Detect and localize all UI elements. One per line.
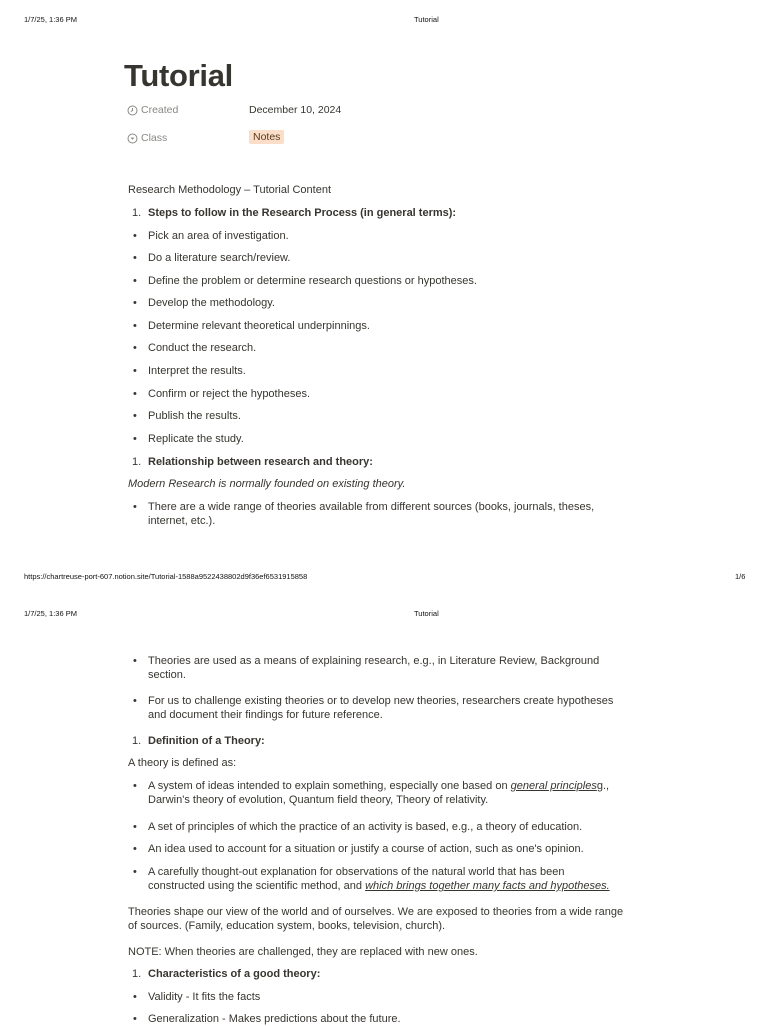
created-label: Created	[141, 104, 179, 116]
print-datetime: 1/7/25, 1:36 PM	[24, 609, 77, 618]
class-value[interactable]	[249, 131, 284, 143]
content-heading: Research Methodology – Tutorial Content	[128, 184, 332, 196]
print-title: Tutorial	[414, 609, 439, 618]
section-definition: 1. Definition of a Theory:	[128, 734, 648, 748]
bullet-icon: •	[133, 342, 137, 354]
section-steps: 1. Steps to follow in the Research Process (in general terms):	[128, 206, 648, 220]
section-characteristics: 1. Characteristics of a good theory:	[128, 967, 648, 981]
print-title: Tutorial	[414, 15, 439, 24]
bullet-icon: •	[133, 252, 137, 264]
list-item: • A system of ideas intended to explain something, especially one based on general principlesg., Darwin's theory of evolution, Quantum field theory, Theory of relativity.	[133, 780, 610, 806]
bullet-icon: •	[133, 780, 137, 792]
bullet-icon: •	[133, 433, 137, 445]
created-value: December 10, 2024	[249, 104, 342, 116]
list-item: • Replicate the study.	[133, 433, 244, 445]
paragraph: Theories shape our view of the world and of ourselves. We are exposed to theories from a wide range of sources. (Family, education system, books, television, church).	[128, 906, 624, 932]
print-datetime: 1/7/25, 1:36 PM	[24, 15, 77, 24]
created-property	[127, 104, 178, 116]
bullet-icon: •	[133, 695, 137, 707]
print-url: https://chartreuse-port-607.notion.site/Tutorial-1588a9522438802d9f36ef6531915858	[24, 572, 308, 581]
bullet-icon: •	[133, 1013, 137, 1025]
list-item: • Conduct the research.	[133, 342, 257, 354]
page-title: Tutorial	[124, 58, 233, 93]
list-item: • Validity - It fits the facts	[133, 991, 261, 1003]
list-item: • Determine relevant theoretical underpinnings.	[133, 320, 370, 332]
list-item: • Confirm or reject the hypotheses.	[133, 388, 311, 400]
section-relationship: 1. Relationship between research and theory:	[128, 455, 648, 469]
list-item: • Develop the methodology.	[133, 297, 275, 309]
facts-hypotheses-link[interactable]: which brings together many facts and hypotheses.	[365, 880, 610, 892]
bullet-icon: •	[133, 275, 137, 287]
list-item: • Do a literature search/review.	[133, 252, 291, 264]
bullet-icon: •	[133, 821, 137, 833]
list-item: • Generalization - Makes predictions about the future.	[133, 1013, 401, 1025]
definition-intro: A theory is defined as:	[128, 757, 237, 769]
bullet-icon: •	[133, 655, 137, 667]
bullet-icon: •	[133, 991, 137, 1003]
bullet-icon: •	[133, 866, 137, 878]
bullet-icon: •	[133, 297, 137, 309]
list-item: • A set of principles of which the practice of an activity is based, e.g., a theory of education.	[133, 821, 583, 833]
section-title: Characteristics of a good theory:	[148, 968, 321, 980]
list-item: • Pick an area of investigation.	[133, 230, 289, 242]
bullet-icon: •	[133, 365, 137, 377]
bullet-icon: •	[133, 320, 137, 332]
bullet-icon: •	[133, 388, 137, 400]
class-property	[127, 132, 167, 144]
list-item: • There are a wide range of theories available from different sources (books, journals, theses, internet, etc.).	[133, 501, 595, 527]
bullet-icon: •	[133, 843, 137, 855]
note-text: NOTE: When theories are challenged, they are replaced with new ones.	[128, 946, 478, 958]
section-title: Relationship between research and theory:	[148, 456, 373, 468]
list-item: • An idea used to account for a situation or justify a course of action, such as one's opinion.	[133, 843, 584, 855]
section-title: Definition of a Theory:	[148, 735, 265, 747]
section-title: Steps to follow in the Research Process (in general terms):	[148, 207, 457, 219]
list-item: • A carefully thought-out explanation for observations of the natural world that has been constructed using the scientific method, and which brings together many facts and hypotheses.	[133, 866, 610, 892]
clock-icon	[127, 105, 138, 116]
list-item: • Publish the results.	[133, 410, 241, 422]
print-page-number: 1/6	[735, 572, 746, 581]
list-item: • Interpret the results.	[133, 365, 246, 377]
select-icon	[127, 133, 138, 144]
bullet-icon: •	[133, 230, 137, 242]
general-principles-link[interactable]: general principles	[510, 780, 597, 792]
notes-tag[interactable]: Notes	[249, 130, 284, 144]
italic-note: Modern Research is normally founded on existing theory.	[128, 478, 406, 490]
list-item: • Theories are used as a means of explaining research, e.g., in Literature Review, Background section.	[133, 655, 600, 681]
class-label: Class	[141, 132, 168, 144]
list-item: • For us to challenge existing theories or to develop new theories, researchers create hypotheses and document their findings for future reference.	[133, 695, 614, 721]
list-item: • Define the problem or determine research questions or hypotheses.	[133, 275, 477, 287]
bullet-icon: •	[133, 501, 137, 513]
bullet-icon: •	[133, 410, 137, 422]
